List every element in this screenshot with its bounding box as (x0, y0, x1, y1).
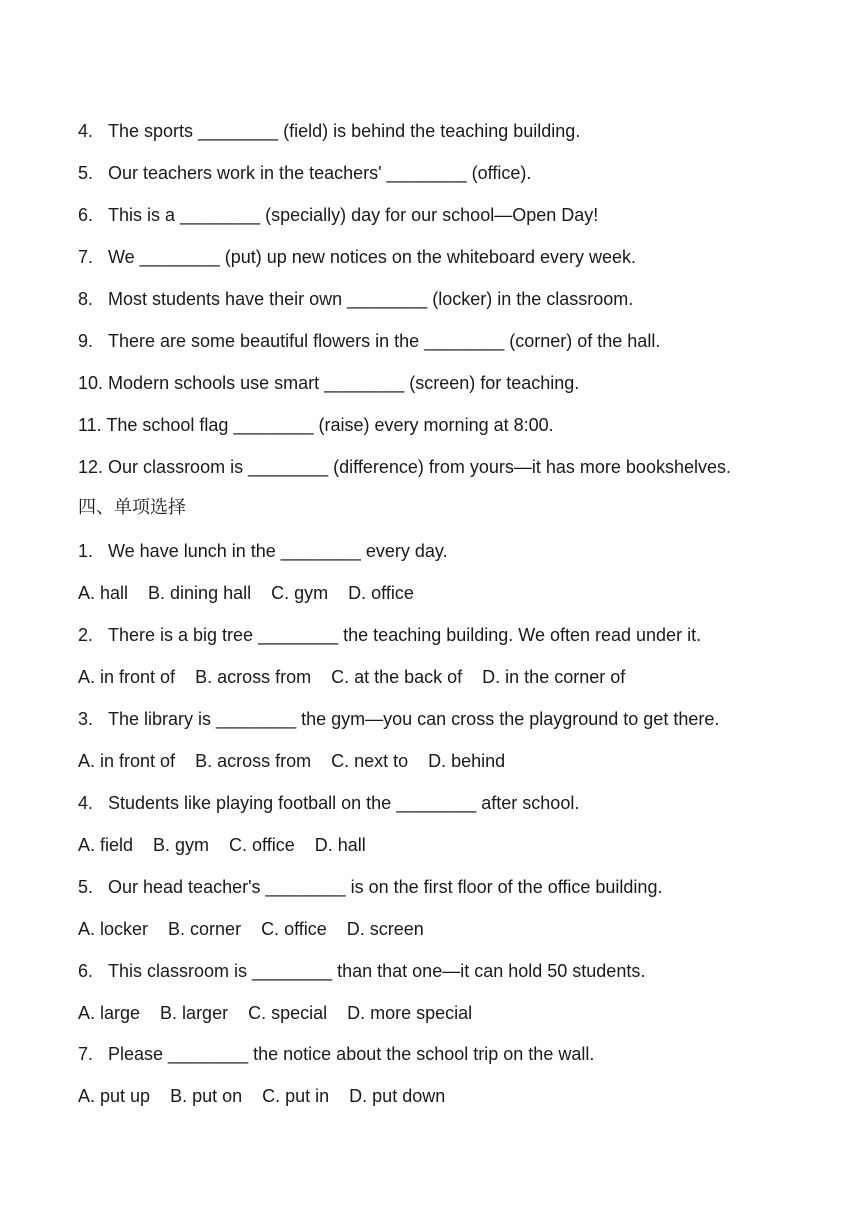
question-number: 1. (78, 541, 94, 561)
options-row (78, 582, 414, 604)
question-number: 7. (78, 1044, 94, 1064)
option-a: A. locker (78, 919, 149, 939)
question-text: Please ________ the notice about the school trip on the wall. (108, 1044, 595, 1064)
option-d: D. screen (346, 919, 424, 939)
item-number: 7. (78, 247, 94, 267)
question-text: Our head teacher's ________ is on the first floor of the office building. (108, 877, 663, 897)
fill-in-item (78, 414, 554, 436)
question-item (78, 624, 701, 646)
fill-in-item (78, 288, 633, 310)
option-a: A. in front of (78, 667, 176, 687)
item-text: The school flag ________ (raise) every morning at 8:00. (106, 415, 554, 435)
fill-in-item (78, 162, 531, 184)
item-text: Our classroom is ________ (difference) from yours—it has more bookshelves. (108, 457, 731, 477)
item-number: 12. (78, 457, 104, 477)
fill-in-item (78, 120, 580, 142)
option-a: A. in front of (78, 751, 176, 771)
question-number: 2. (78, 625, 94, 645)
option-c: C. office (229, 835, 295, 855)
question-number: 3. (78, 709, 94, 729)
option-a: A. large (78, 1003, 141, 1023)
item-text: Modern schools use smart ________ (screen) for teaching. (108, 373, 580, 393)
option-b: B. corner (168, 919, 242, 939)
fill-in-item (78, 330, 660, 352)
option-b: B. put on (170, 1086, 243, 1106)
question-text: This classroom is ________ than that one—it can hold 50 students. (108, 961, 646, 981)
question-number: 4. (78, 793, 94, 813)
item-number: 6. (78, 205, 94, 225)
item-number: 4. (78, 121, 94, 141)
option-c: C. gym (271, 583, 329, 603)
option-d: D. hall (314, 835, 366, 855)
section-heading: 四、单项选择 (78, 497, 186, 518)
option-d: D. office (348, 583, 414, 603)
fill-in-item (78, 246, 636, 268)
item-text: Our teachers work in the teachers' ________ (office). (108, 163, 532, 183)
options-row (78, 750, 505, 772)
question-text: We have lunch in the ________ every day. (108, 541, 448, 561)
item-text: There are some beautiful flowers in the ________ (corner) of the hall. (108, 331, 661, 351)
option-c: C. next to (331, 751, 409, 771)
options-row (78, 1002, 472, 1024)
question-item (78, 540, 448, 562)
options-row (78, 1085, 445, 1107)
fill-in-item (78, 372, 579, 394)
option-c: C. put in (262, 1086, 330, 1106)
question-text: There is a big tree ________ the teaching building. We often read under it. (108, 625, 702, 645)
option-c: C. office (261, 919, 327, 939)
item-text: The sports ________ (field) is behind the teaching building. (108, 121, 581, 141)
option-d: D. in the corner of (482, 667, 626, 687)
question-item (78, 708, 719, 730)
question-item (78, 876, 662, 898)
option-b: B. dining hall (148, 583, 252, 603)
question-number: 6. (78, 961, 94, 981)
question-item (78, 792, 579, 814)
option-d: D. put down (349, 1086, 446, 1106)
item-text: We ________ (put) up new notices on the whiteboard every week. (108, 247, 636, 267)
fill-in-item (78, 456, 731, 478)
item-number: 5. (78, 163, 94, 183)
question-item (78, 1043, 594, 1065)
options-row (78, 666, 625, 688)
option-d: D. more special (347, 1003, 473, 1023)
option-a: A. hall (78, 583, 129, 603)
item-number: 11. (78, 415, 102, 435)
option-b: B. across from (195, 667, 312, 687)
item-number: 10. (78, 373, 104, 393)
options-row (78, 918, 424, 940)
item-number: 9. (78, 331, 94, 351)
fill-in-item (78, 204, 598, 226)
option-c: C. special (248, 1003, 328, 1023)
item-text: Most students have their own ________ (locker) in the classroom. (108, 289, 634, 309)
question-number: 5. (78, 877, 94, 897)
question-item (78, 960, 645, 982)
item-text: This is a ________ (specially) day for our school—Open Day! (108, 205, 599, 225)
option-a: A. put up (78, 1086, 151, 1106)
item-number: 8. (78, 289, 94, 309)
question-text: The library is ________ the gym—you can cross the playground to get there. (108, 709, 720, 729)
option-a: A. field (78, 835, 134, 855)
option-c: C. at the back of (331, 667, 463, 687)
question-text: Students like playing football on the ________ after school. (108, 793, 580, 813)
option-b: B. across from (195, 751, 312, 771)
option-b: B. larger (160, 1003, 229, 1023)
option-d: D. behind (428, 751, 506, 771)
options-row (78, 834, 366, 856)
option-b: B. gym (153, 835, 210, 855)
